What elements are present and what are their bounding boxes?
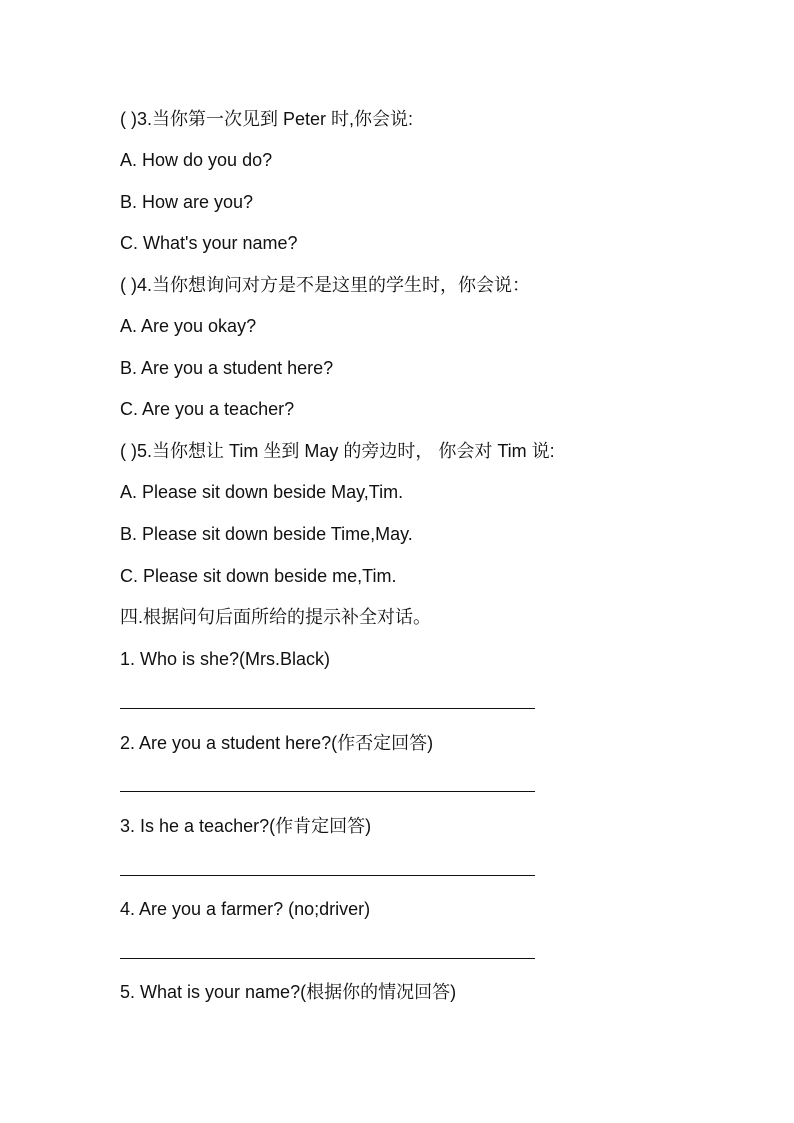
dialogue-item-4: 4. Are you a farmer? (no;driver) bbox=[120, 899, 371, 919]
question-3-option-a: A. How do you do? bbox=[120, 150, 273, 170]
answer-blank-4 bbox=[120, 958, 535, 959]
question-3-stem: ( )3.当你第一次见到 Peter 时,你会说: bbox=[120, 109, 414, 129]
question-3-option-b: B. How are you? bbox=[120, 192, 254, 212]
section-4-heading: 四.根据问句后面所给的提示补全对话。 bbox=[120, 607, 431, 627]
question-5-option-a: A. Please sit down beside May,Tim. bbox=[120, 482, 404, 502]
question-4-option-b: B. Are you a student here? bbox=[120, 358, 334, 378]
answer-blank-3 bbox=[120, 875, 535, 876]
answer-blank-1 bbox=[120, 708, 535, 709]
dialogue-item-5: 5. What is your name?(根据你的情况回答) bbox=[120, 982, 457, 1002]
question-4-option-c: C. Are you a teacher? bbox=[120, 399, 295, 419]
answer-blank-2 bbox=[120, 791, 535, 792]
dialogue-item-1: 1. Who is she?(Mrs.Black) bbox=[120, 649, 331, 669]
question-5-option-c: C. Please sit down beside me,Tim. bbox=[120, 566, 397, 586]
dialogue-item-3: 3. Is he a teacher?(作肯定回答) bbox=[120, 816, 372, 836]
question-5-stem: ( )5.当你想让 Tim 坐到 May 的旁边时， 你会对 Tim 说: bbox=[120, 441, 555, 461]
question-4-stem: ( )4.当你想询问对方是不是这里的学生时，你会说： bbox=[120, 275, 530, 295]
dialogue-item-2: 2. Are you a student here?(作否定回答) bbox=[120, 733, 434, 753]
question-3-option-c: C. What's your name? bbox=[120, 233, 298, 253]
question-4-option-a: A. Are you okay? bbox=[120, 316, 257, 336]
question-5-option-b: B. Please sit down beside Time,May. bbox=[120, 524, 413, 544]
